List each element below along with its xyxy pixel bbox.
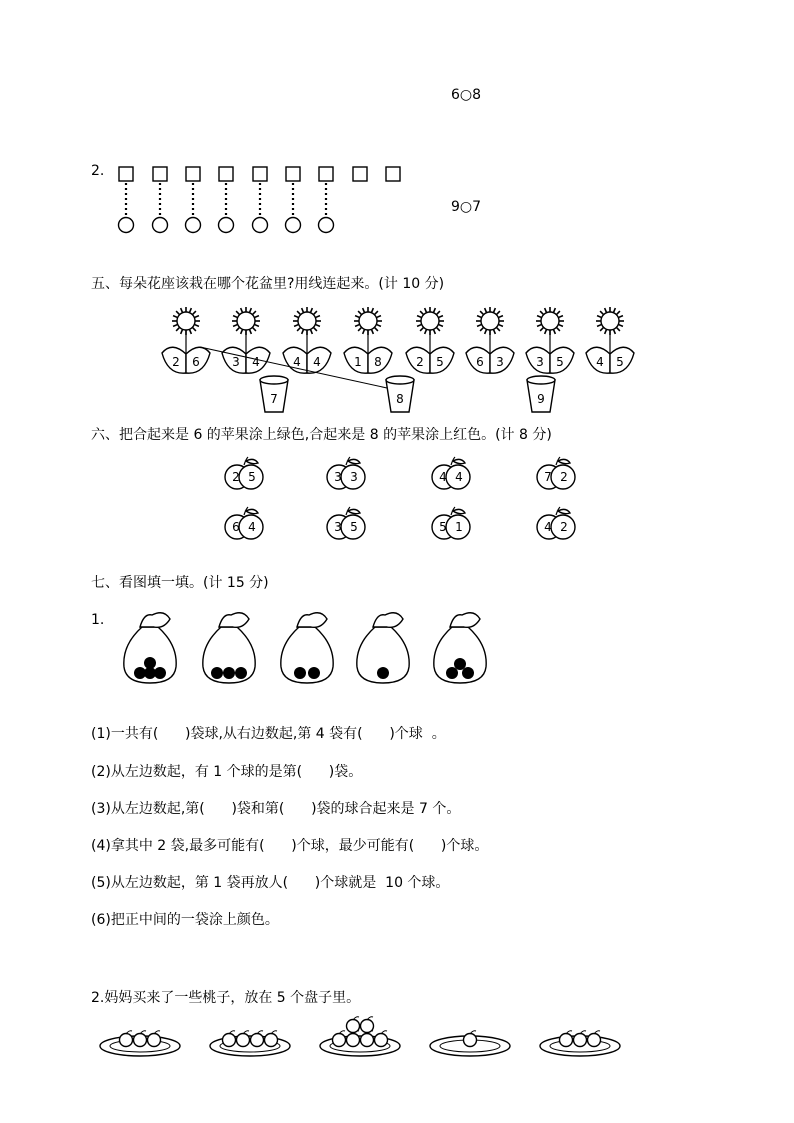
peach-1 (120, 1034, 133, 1047)
section-5-title: 五、每朵花座该栽在哪个花盆里?用线连起来。(计 10 分) (91, 276, 445, 292)
pot-number: 9 (537, 392, 545, 406)
flower-center (601, 312, 619, 330)
square-circle-matching-figure (0, 0, 794, 260)
square-1 (119, 167, 133, 181)
ball-1 (211, 667, 223, 679)
apple-leaf (453, 509, 465, 513)
square-8 (353, 167, 367, 181)
flower-number-right: 4 (313, 355, 321, 369)
section-7-q1-label: 1. (91, 612, 105, 628)
peach-1 (223, 1034, 236, 1047)
apple-leaf (558, 509, 570, 513)
circle-7 (319, 218, 334, 233)
flower-number-right: 5 (556, 355, 564, 369)
pot-8 (386, 376, 414, 412)
flower-3 (283, 307, 331, 373)
peach-2 (237, 1034, 250, 1047)
apple-number-right: 4 (248, 520, 256, 534)
peach-1 (333, 1034, 346, 1047)
circle-1 (119, 218, 134, 233)
flower-number-left: 3 (536, 355, 544, 369)
apple-number-right: 4 (455, 470, 463, 484)
ball-1 (446, 667, 458, 679)
peach-4 (265, 1034, 278, 1047)
flower-8 (586, 307, 634, 373)
peach-3 (251, 1034, 264, 1047)
flower-number-right: 6 (192, 355, 200, 369)
flower-number-left: 4 (293, 355, 301, 369)
apple-number-left: 7 (544, 470, 552, 484)
question-7-2: 2.妈妈买来了一些桃子，放在 5 个盘子里。 (91, 990, 361, 1006)
ball-2 (223, 667, 235, 679)
flower-number-left: 6 (476, 355, 484, 369)
apple-4 (537, 457, 575, 489)
circle-4 (219, 218, 234, 233)
plate-3 (320, 1017, 400, 1056)
bag-body (434, 627, 486, 683)
ball-2 (308, 667, 320, 679)
peach-2 (347, 1034, 360, 1047)
ball-3 (454, 658, 466, 670)
bag-tie (450, 613, 480, 628)
flower-number-left: 1 (354, 355, 362, 369)
apple-leaf (348, 509, 360, 513)
square-5 (253, 167, 267, 181)
peach-2 (134, 1034, 147, 1047)
section-6-title: 六、把合起来是 6 的苹果涂上绿色,合起来是 8 的苹果涂上红色。(计 8 分) (91, 427, 552, 443)
flower-number-left: 2 (172, 355, 180, 369)
flower-center (177, 312, 195, 330)
bag-tie (140, 613, 170, 628)
question-7-1-6: (6)把正中间的一袋涂上颜色。 (91, 912, 279, 928)
question-7-1-4: (4)拿其中 2 袋,最多可能有( )个球，最少可能有( )个球。 (91, 838, 489, 854)
flower-number-right: 5 (616, 355, 624, 369)
ball-2 (462, 667, 474, 679)
flower-number-left: 4 (596, 355, 604, 369)
peach-5 (347, 1020, 360, 1033)
flowers-and-pots-figure[interactable] (0, 300, 794, 425)
apple-8 (537, 507, 575, 539)
peach-2 (574, 1034, 587, 1047)
apple-number-left: 3 (334, 520, 342, 534)
question-7-1-2: (2)从左边数起，有 1 个球的是第( )袋。 (91, 764, 363, 780)
apple-leaf (246, 459, 258, 463)
apple-number-right: 2 (560, 520, 568, 534)
pot-9 (527, 376, 555, 412)
apple-3 (432, 457, 470, 489)
peach-3 (148, 1034, 161, 1047)
peach-6 (361, 1020, 374, 1033)
apple-number-right: 2 (560, 470, 568, 484)
flower-center (359, 312, 377, 330)
square-4 (219, 167, 233, 181)
ball-1 (294, 667, 306, 679)
flower-number-right: 3 (496, 355, 504, 369)
pot-number: 8 (396, 392, 404, 406)
ball-3 (154, 667, 166, 679)
apple-leaf (453, 459, 465, 463)
flower-4 (344, 307, 392, 373)
ball-bags-figure[interactable] (0, 605, 794, 695)
peach-3 (588, 1034, 601, 1047)
peach-plates-figure (0, 1010, 794, 1070)
bag-tie (219, 613, 249, 628)
plate-1 (100, 1031, 180, 1056)
bag-4 (357, 613, 409, 683)
ball-4 (144, 657, 156, 669)
bag-3 (281, 613, 333, 683)
square-3 (186, 167, 200, 181)
circle-2 (153, 218, 168, 233)
flower-center (237, 312, 255, 330)
peach-1 (560, 1034, 573, 1047)
apple-leaf (558, 459, 570, 463)
plate-4 (430, 1031, 510, 1056)
flower-number-right: 4 (252, 355, 260, 369)
apple-number-left: 5 (439, 520, 447, 534)
bag-tie (297, 613, 327, 628)
circle-6 (286, 218, 301, 233)
apple-7 (432, 507, 470, 539)
apple-number-left: 3 (334, 470, 342, 484)
apple-number-right: 5 (350, 520, 358, 534)
flower-center (481, 312, 499, 330)
circle-3 (186, 218, 201, 233)
flower-7 (526, 307, 574, 373)
plate-2 (210, 1031, 290, 1056)
bag-tie (373, 613, 403, 628)
square-7 (319, 167, 333, 181)
compare-9-7[interactable]: 9○7 (451, 199, 482, 215)
flower-center (541, 312, 559, 330)
flower-number-left: 3 (232, 355, 240, 369)
ball-3 (235, 667, 247, 679)
question-2-label: 2. (91, 163, 105, 179)
apple-number-left: 4 (544, 520, 552, 534)
flower-number-right: 8 (374, 355, 382, 369)
section-7-title: 七、看图填一填。(计 15 分) (91, 575, 269, 591)
flower-5 (406, 307, 454, 373)
flower-number-right: 5 (436, 355, 444, 369)
compare-6-8[interactable]: 6○8 (451, 87, 482, 103)
pot-number: 7 (270, 392, 278, 406)
apple-5 (225, 507, 263, 539)
peach-4 (375, 1034, 388, 1047)
apple-leaf (348, 459, 360, 463)
pot-7 (260, 376, 288, 412)
apple-number-left: 6 (232, 520, 240, 534)
bag-1 (124, 613, 176, 683)
flower-center (421, 312, 439, 330)
peach-3 (361, 1034, 374, 1047)
flower-1 (162, 307, 210, 373)
apple-number-right: 3 (350, 470, 358, 484)
flower-6 (466, 307, 514, 373)
apple-6 (327, 507, 365, 539)
apple-number-right: 5 (248, 470, 256, 484)
ball-1 (377, 667, 389, 679)
apple-number-left: 2 (232, 470, 240, 484)
apple-leaf (246, 509, 258, 513)
bag-2 (203, 613, 255, 683)
flower-number-left: 2 (416, 355, 424, 369)
question-7-1-1: (1)一共有( )袋球,从右边数起,第 4 袋有( )个球 。 (91, 726, 446, 742)
square-9 (386, 167, 400, 181)
flower-2 (222, 307, 270, 373)
apple-2 (327, 457, 365, 489)
plate-5 (540, 1031, 620, 1056)
apple-1 (225, 457, 263, 489)
apples-figure[interactable] (0, 455, 794, 555)
peach-1 (464, 1034, 477, 1047)
question-7-1-5: (5)从左边数起，第 1 袋再放人( )个球就是 10 个球。 (91, 875, 450, 891)
bag-5 (434, 613, 486, 683)
circle-5 (253, 218, 268, 233)
flower-center (298, 312, 316, 330)
question-7-1-3: (3)从左边数起,第( )袋和第( )袋的球合起来是 7 个。 (91, 801, 461, 817)
square-6 (286, 167, 300, 181)
bag-body (281, 627, 333, 683)
square-2 (153, 167, 167, 181)
apple-number-right: 1 (455, 520, 463, 534)
apple-number-left: 4 (439, 470, 447, 484)
